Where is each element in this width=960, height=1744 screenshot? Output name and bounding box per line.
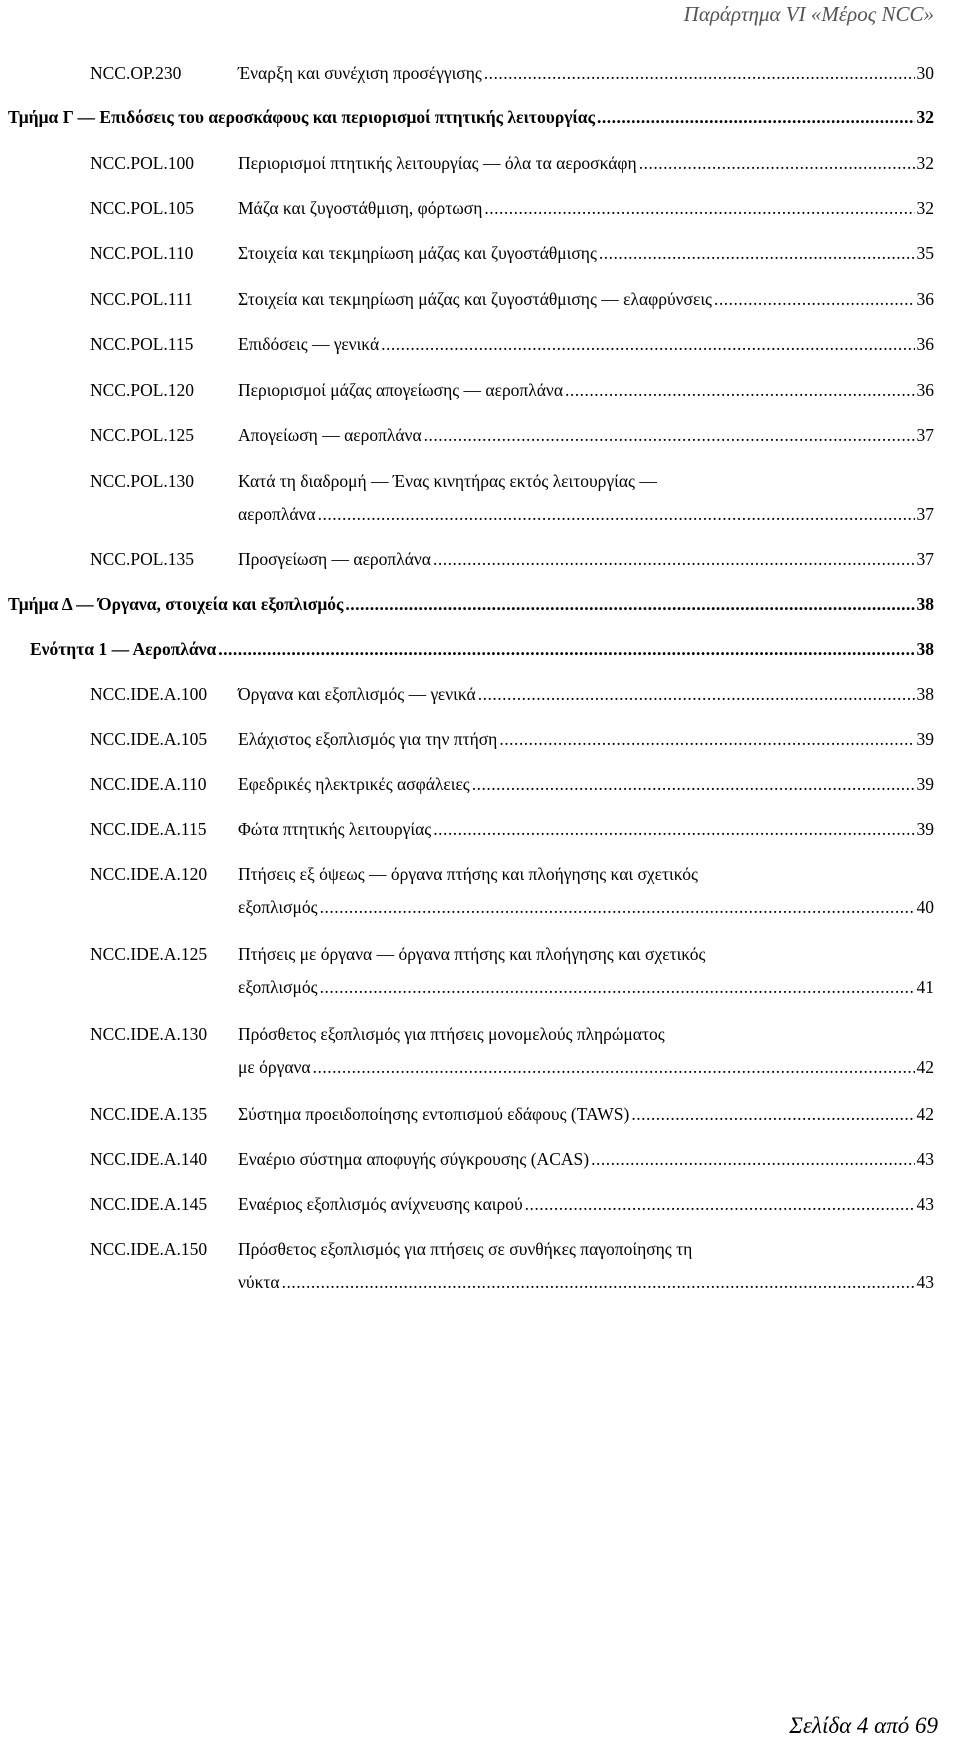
toc-code: NCC.POL.135 (90, 549, 195, 569)
toc-title: Τμήμα Δ — Όργανα, στοιχεία και εξοπλισμός (8, 594, 344, 614)
toc-leader (313, 1057, 915, 1078)
toc-section-d[interactable] (8, 594, 934, 615)
toc-title: Κατά τη διαδρομή — Ένας κινητήρας εκτός λειτουργίας — (238, 471, 657, 491)
toc-code: NCC.IDE.A.115 (90, 819, 207, 839)
toc-page: 39 (916, 774, 934, 794)
toc-leader (381, 334, 914, 355)
toc-page: 36 (916, 334, 934, 354)
toc-leader (484, 63, 915, 84)
toc-leader (591, 1149, 914, 1170)
toc-title: Περιορισμοί μάζας απογείωσης — αεροπλάνα (238, 380, 564, 400)
toc-leader (639, 153, 915, 174)
toc-entry-pol110[interactable] (90, 243, 934, 264)
toc-title-cont: νύκτα (238, 1272, 280, 1292)
toc-title: Πτήσεις με όργανα — όργανα πτήσης και πλοήγησης και σχετικός (238, 944, 706, 964)
toc-page: 37 (916, 549, 934, 569)
toc-entry-ide130[interactable] (90, 1024, 934, 1045)
toc-page: 38 (916, 594, 934, 614)
toc-leader (320, 977, 915, 998)
toc-title: Στοιχεία και τεκμηρίωση μάζας και ζυγοστάθμισης (238, 243, 597, 263)
toc-title: Μάζα και ζυγοστάθμιση, φόρτωση (238, 198, 483, 218)
toc-leader (499, 729, 914, 750)
toc-entry-ide120-cont[interactable] (238, 897, 934, 918)
toc-entry-ide105[interactable] (90, 729, 934, 750)
toc-page: 40 (916, 897, 934, 917)
toc-title: Απογείωση — αεροπλάνα (238, 425, 422, 445)
toc-leader (318, 504, 915, 525)
toc-code: NCC.IDE.A.150 (90, 1239, 208, 1259)
toc-page: 36 (916, 380, 934, 400)
toc-entry-ide115[interactable] (90, 819, 934, 840)
toc-code: NCC.IDE.A.135 (90, 1104, 208, 1124)
toc-entry-ide100[interactable] (90, 684, 934, 705)
toc-entry-pol135[interactable] (90, 549, 934, 570)
toc-title: Περιορισμοί πτητικής λειτουργίας — όλα τα αεροσκάφη (238, 153, 637, 173)
toc-leader (484, 198, 914, 219)
toc-page: 39 (916, 819, 934, 839)
toc-page: 35 (916, 243, 934, 263)
toc-code: NCC.IDE.A.105 (90, 729, 208, 749)
toc-code: NCC.POL.100 (90, 153, 195, 173)
toc-title: Εφεδρικές ηλεκτρικές ασφάλειες (238, 774, 470, 794)
toc-title: Στοιχεία και τεκμηρίωση μάζας και ζυγοστάθμισης — ελαφρύνσεις (238, 289, 712, 309)
toc-page: 32 (916, 107, 934, 127)
toc-code: NCC.IDE.A.130 (90, 1024, 208, 1044)
toc-code: NCC.POL.115 (90, 334, 194, 354)
toc-title: Τμήμα Γ — Επιδόσεις του αεροσκάφους και περιορισμοί πτητικής λειτουργίας (8, 107, 595, 127)
toc-leader (320, 897, 915, 918)
toc-page: 32 (916, 198, 934, 218)
toc-code: NCC.POL.130 (90, 471, 195, 491)
toc-entry-ide125[interactable] (90, 944, 934, 965)
toc-leader (565, 380, 914, 401)
toc-title: Όργανα και εξοπλισμός — γενικά (238, 684, 476, 704)
toc-entry-op230[interactable] (90, 63, 934, 84)
toc-page: 43 (916, 1272, 934, 1292)
toc-entry-pol130-cont[interactable] (238, 504, 934, 525)
toc-leader (218, 639, 914, 660)
toc-title: Πρόσθετος εξοπλισμός για πτήσεις μονομελούς πληρώματος (238, 1024, 665, 1044)
toc-entry-pol100[interactable] (90, 153, 934, 174)
toc-code: NCC.IDE.A.145 (90, 1194, 208, 1214)
toc-code: NCC.POL.125 (90, 425, 195, 445)
toc-entry-ide120[interactable] (90, 864, 934, 885)
toc-title: Εναέριος εξοπλισμός ανίχνευσης καιρού (238, 1194, 523, 1214)
toc-entry-ide135[interactable] (90, 1104, 934, 1125)
toc-leader (282, 1272, 915, 1293)
toc-leader (345, 594, 914, 615)
toc-entry-pol105[interactable] (90, 198, 934, 219)
toc-page: 36 (916, 289, 934, 309)
toc-entry-ide150[interactable] (90, 1239, 934, 1260)
toc-leader (597, 107, 915, 128)
toc-title: Πτήσεις εξ όψεως — όργανα πτήσης και πλοήγησης και σχετικός (238, 864, 698, 884)
toc-entry-pol120[interactable] (90, 380, 934, 401)
toc-leader (478, 684, 915, 705)
page-header: Παράρτημα VI «Μέρος NCC» (683, 2, 934, 26)
toc-entry-pol130[interactable] (90, 471, 934, 492)
toc-leader (599, 243, 915, 264)
toc-page: 39 (916, 729, 934, 749)
toc-entry-ide110[interactable] (90, 774, 934, 795)
toc-page: 43 (916, 1194, 934, 1214)
toc-page: 37 (916, 425, 934, 445)
toc-page: 30 (916, 63, 934, 83)
toc-entry-ide125-cont[interactable] (238, 977, 934, 998)
toc-title: Επιδόσεις — γενικά (238, 334, 380, 354)
toc-unit-1[interactable] (30, 639, 934, 660)
toc-page: 38 (916, 639, 934, 659)
toc-leader (525, 1194, 915, 1215)
toc-entry-pol115[interactable] (90, 334, 934, 355)
toc-title-cont: εξοπλισμός (238, 897, 318, 917)
toc-page: 32 (916, 153, 934, 173)
toc-code: NCC.IDE.A.125 (90, 944, 208, 964)
toc-section-c[interactable] (8, 107, 934, 128)
toc-title: Ελάχιστος εξοπλισμός για την πτήση (238, 729, 498, 749)
toc-code: NCC.IDE.A.100 (90, 684, 208, 704)
toc-title: Έναρξη και συνέχιση προσέγγισης (238, 63, 482, 83)
toc-title: Ενότητα 1 — Αεροπλάνα (30, 639, 217, 659)
page-number: Σελίδα 4 από 69 (789, 1713, 938, 1738)
toc-code: NCC.IDE.A.140 (90, 1149, 208, 1169)
toc-title: Πρόσθετος εξοπλισμός για πτήσεις σε συνθήκες παγοποίησης τη (238, 1239, 693, 1259)
toc-code: NCC.POL.120 (90, 380, 195, 400)
toc-leader (433, 819, 914, 840)
toc-code: NCC.POL.110 (90, 243, 194, 263)
toc-entry-ide140[interactable] (90, 1149, 934, 1170)
toc-leader (433, 549, 915, 570)
toc-code: NCC.POL.111 (90, 289, 193, 309)
toc-page: 41 (916, 977, 934, 997)
toc-entry-ide130-cont[interactable] (238, 1057, 934, 1078)
toc-page: 37 (916, 504, 934, 524)
toc-entry-ide150-cont[interactable] (238, 1272, 934, 1293)
toc-page: 43 (916, 1149, 934, 1169)
toc-code: NCC.IDE.A.120 (90, 864, 208, 884)
toc-entry-pol111[interactable] (90, 289, 934, 310)
toc-title: Σύστημα προειδοποίησης εντοπισμού εδάφους (TAWS) (238, 1104, 630, 1124)
toc-title: Προσγείωση — αεροπλάνα (238, 549, 431, 569)
toc-leader (631, 1104, 914, 1125)
toc-leader (472, 774, 915, 795)
toc-leader (714, 289, 915, 310)
toc-title: Φώτα πτητικής λειτουργίας (238, 819, 432, 839)
toc-page: 42 (916, 1104, 934, 1124)
toc-title-cont: εξοπλισμός (238, 977, 318, 997)
toc-code: NCC.IDE.A.110 (90, 774, 207, 794)
toc-entry-ide145[interactable] (90, 1194, 934, 1215)
toc-title-cont: αεροπλάνα (238, 504, 316, 524)
toc-leader (424, 425, 915, 446)
toc-page: 38 (916, 684, 934, 704)
toc-page: 42 (916, 1057, 934, 1077)
toc-code: NCC.POL.105 (90, 198, 195, 218)
toc-title: Εναέριο σύστημα αποφυγής σύγκρουσης (ACAS) (238, 1149, 590, 1169)
toc-entry-pol125[interactable] (90, 425, 934, 446)
toc-title-cont: με όργανα (238, 1057, 311, 1077)
toc-code: NCC.OP.230 (90, 63, 182, 83)
